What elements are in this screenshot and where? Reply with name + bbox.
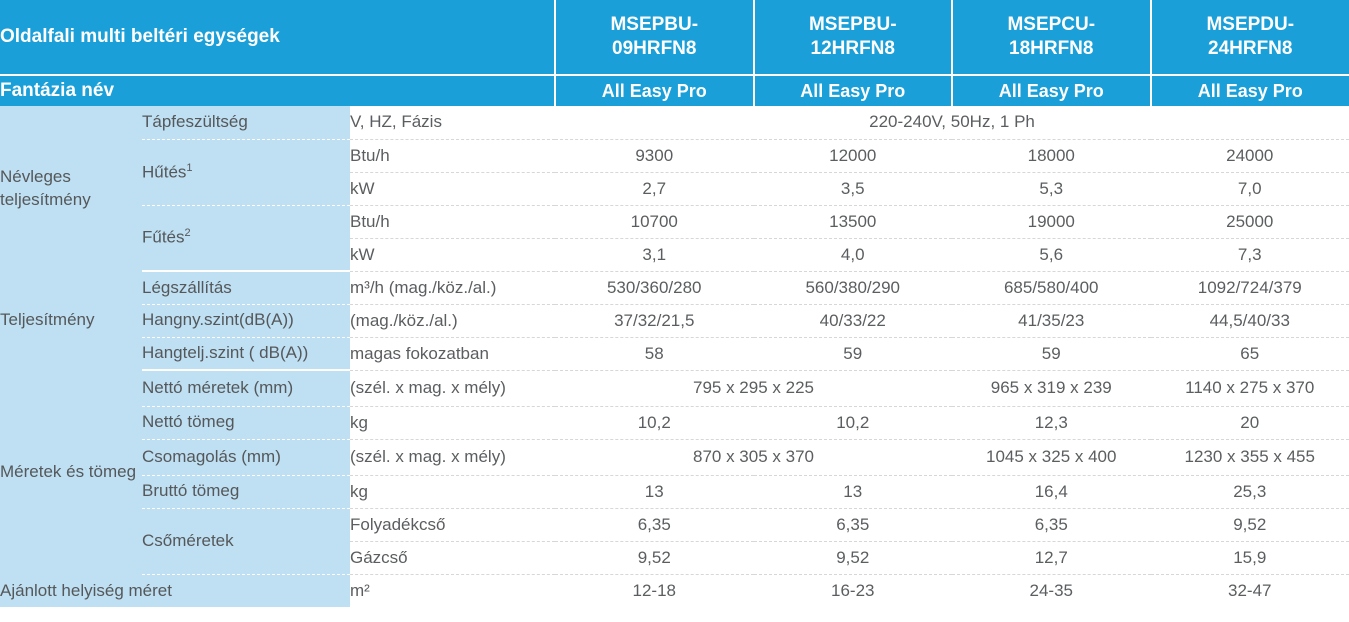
row-value-room-size-3: 24-35 [952, 574, 1151, 607]
row-value-heating-btu-1: 10700 [555, 205, 754, 238]
row-unit-sound-pressure: (mag./köz./al.) [350, 304, 555, 337]
table-row [0, 370, 1349, 406]
model-header-1-line1: MSEPBU- [610, 14, 699, 36]
row-value-liquid-pipe-1: 6,35 [555, 508, 754, 541]
row-label-packing: Csomagolás (mm) [142, 439, 350, 475]
model-header-4 [1151, 0, 1349, 75]
row-value-room-size-2: 16-23 [754, 574, 953, 607]
row-unit-voltage: V, HZ, Fázis [350, 106, 555, 139]
table-row [0, 304, 1349, 337]
row-unit-sound-power: magas fokozatban [350, 337, 555, 370]
table-row [0, 337, 1349, 370]
row-label-pipe-sizes: Csőméretek [142, 508, 350, 574]
row-label-gross-weight: Bruttó tömeg [142, 475, 350, 508]
row-value-gross-weight-2: 13 [754, 475, 953, 508]
row-value-heating-kw-1: 3,1 [555, 238, 754, 271]
row-value-sound-pressure-4: 44,5/40/33 [1151, 304, 1349, 337]
row-value-packing-3: 1045 x 325 x 400 [952, 439, 1151, 475]
row-value-cooling-kw-1: 2,7 [555, 172, 754, 205]
row-unit-liquid-pipe: Folyadékcső [350, 508, 555, 541]
model-header-1-line2: 09HRFN8 [612, 38, 697, 59]
row-label-heating-text: Fűtés [142, 228, 185, 248]
row-value-liquid-pipe-2: 6,35 [754, 508, 953, 541]
group-recommended-room-size: Ajánlott helyiség méret [0, 574, 350, 607]
row-value-heating-btu-3: 19000 [952, 205, 1151, 238]
model-header-4-line1: MSEPDU- [1206, 14, 1295, 36]
model-header-4-line2: 24HRFN8 [1208, 38, 1293, 59]
row-value-net-dimensions-12: 795 x 295 x 225 [555, 370, 952, 406]
row-value-sound-power-4: 65 [1151, 337, 1349, 370]
model-header-2 [754, 0, 953, 75]
row-value-gross-weight-1: 13 [555, 475, 754, 508]
row-value-sound-pressure-1: 37/32/21,5 [555, 304, 754, 337]
row-label-airflow: Légszállítás [142, 271, 350, 304]
model-header-3-line2: 18HRFN8 [1009, 38, 1094, 59]
table-header-row [0, 0, 1349, 75]
row-value-net-dimensions-3: 965 x 319 x 239 [952, 370, 1151, 406]
row-unit-gas-pipe: Gázcső [350, 541, 555, 574]
row-value-heating-btu-4: 25000 [1151, 205, 1349, 238]
row-unit-room-size: m² [350, 574, 555, 607]
fantasy-name-value-3: All Easy Pro [952, 75, 1151, 106]
row-value-gross-weight-4: 25,3 [1151, 475, 1349, 508]
row-value-airflow-3: 685/580/400 [952, 271, 1151, 304]
row-value-cooling-btu-2: 12000 [754, 139, 953, 172]
row-value-airflow-2: 560/380/290 [754, 271, 953, 304]
row-unit-net-dimensions: (szél. x mag. x mély) [350, 370, 555, 406]
group-dimensions-weight: Méretek és tömeg [0, 370, 142, 574]
row-value-gross-weight-3: 16,4 [952, 475, 1151, 508]
model-header-3-line1: MSEPCU- [1007, 14, 1096, 36]
table-row [0, 475, 1349, 508]
row-unit-packing: (szél. x mag. x mély) [350, 439, 555, 475]
row-value-gas-pipe-4: 15,9 [1151, 541, 1349, 574]
row-value-sound-pressure-3: 41/35/23 [952, 304, 1151, 337]
row-value-net-weight-4: 20 [1151, 406, 1349, 439]
row-value-cooling-kw-3: 5,3 [952, 172, 1151, 205]
model-header-1 [555, 0, 754, 75]
table-row [0, 508, 1349, 541]
row-value-airflow-1: 530/360/280 [555, 271, 754, 304]
row-value-net-weight-3: 12,3 [952, 406, 1151, 439]
row-value-heating-btu-2: 13500 [754, 205, 953, 238]
row-value-gas-pipe-1: 9,52 [555, 541, 754, 574]
row-unit-gross-weight: kg [350, 475, 555, 508]
row-label-heating [142, 205, 350, 271]
row-value-cooling-kw-4: 7,0 [1151, 172, 1349, 205]
row-label-net-weight: Nettó tömeg [142, 406, 350, 439]
row-value-cooling-btu-4: 24000 [1151, 139, 1349, 172]
fantasy-name-value-1: All Easy Pro [555, 75, 754, 106]
row-label-voltage: Tápfeszültség [142, 106, 350, 139]
row-label-cooling-note: 1 [186, 161, 193, 174]
row-value-gas-pipe-2: 9,52 [754, 541, 953, 574]
row-unit-net-weight: kg [350, 406, 555, 439]
group-performance: Teljesítmény [0, 271, 142, 370]
row-label-net-dimensions: Nettó méretek (mm) [142, 370, 350, 406]
row-value-cooling-btu-1: 9300 [555, 139, 754, 172]
footer-spacer [0, 607, 1349, 615]
fantasy-name-label: Fantázia név [0, 75, 555, 106]
row-value-sound-power-3: 59 [952, 337, 1151, 370]
fantasy-name-value-4: All Easy Pro [1151, 75, 1349, 106]
row-label-cooling [142, 139, 350, 205]
table-row [0, 205, 1349, 238]
row-unit-cooling-btu: Btu/h [350, 139, 555, 172]
fantasy-name-value-2: All Easy Pro [754, 75, 953, 106]
row-value-net-weight-2: 10,2 [754, 406, 953, 439]
row-value-room-size-1: 12-18 [555, 574, 754, 607]
model-header-3 [952, 0, 1151, 75]
row-value-net-weight-1: 10,2 [555, 406, 754, 439]
model-header-2-line2: 12HRFN8 [810, 38, 895, 59]
table-row [0, 139, 1349, 172]
row-unit-cooling-kw: kW [350, 172, 555, 205]
row-unit-heating-btu: Btu/h [350, 205, 555, 238]
row-label-heating-note: 2 [184, 227, 191, 240]
row-value-sound-power-2: 59 [754, 337, 953, 370]
row-value-heating-kw-2: 4,0 [754, 238, 953, 271]
model-header-2-line1: MSEPBU- [808, 14, 897, 36]
row-value-gas-pipe-3: 12,7 [952, 541, 1151, 574]
row-value-net-dimensions-4: 1140 x 275 x 370 [1151, 370, 1349, 406]
row-label-sound-pressure: Hangny.szint(dB(A)) [142, 304, 350, 337]
row-value-sound-power-1: 58 [555, 337, 754, 370]
table-row [0, 574, 1349, 607]
row-value-packing-12: 870 x 305 x 370 [555, 439, 952, 475]
row-value-voltage-all: 220-240V, 50Hz, 1 Ph [555, 106, 1349, 139]
row-value-cooling-kw-2: 3,5 [754, 172, 953, 205]
table-row [0, 271, 1349, 304]
table-row [0, 106, 1349, 139]
row-label-sound-power: Hangtelj.szint ( dB(A)) [142, 337, 350, 370]
row-value-heating-kw-3: 5,6 [952, 238, 1151, 271]
fantasy-name-row [0, 75, 1349, 106]
row-value-liquid-pipe-4: 9,52 [1151, 508, 1349, 541]
table-row [0, 439, 1349, 475]
row-value-sound-pressure-2: 40/33/22 [754, 304, 953, 337]
row-value-room-size-4: 32-47 [1151, 574, 1349, 607]
row-unit-heating-kw: kW [350, 238, 555, 271]
row-unit-airflow: m³/h (mag./köz./al.) [350, 271, 555, 304]
row-value-airflow-4: 1092/724/379 [1151, 271, 1349, 304]
group-nominal-capacity: Névleges teljesítmény [0, 106, 142, 271]
row-value-cooling-btu-3: 18000 [952, 139, 1151, 172]
row-value-packing-4: 1230 x 355 x 455 [1151, 439, 1349, 475]
row-label-cooling-text: Hűtés [142, 162, 187, 182]
page-title: Oldalfali multi beltéri egységek [0, 0, 555, 75]
table-row [0, 406, 1349, 439]
row-value-heating-kw-4: 7,3 [1151, 238, 1349, 271]
row-value-liquid-pipe-3: 6,35 [952, 508, 1151, 541]
